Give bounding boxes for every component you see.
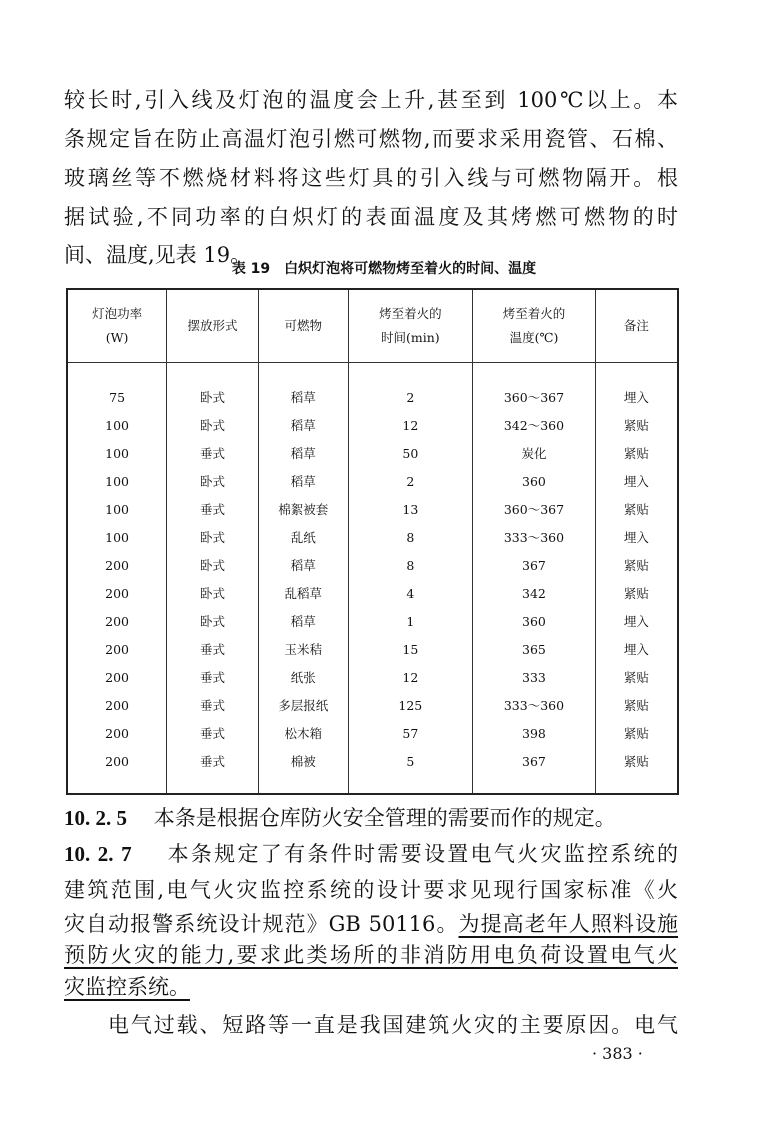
header-text: 烤至着火的 — [379, 306, 442, 321]
section-number: 10. 2. 5 — [64, 806, 127, 830]
table-row — [67, 495, 678, 523]
table-cell: 12 — [348, 411, 473, 439]
table-row — [67, 523, 678, 551]
text-line: 电气过载、短路等一直是我国建筑火灾的主要原因。电气 — [108, 1013, 678, 1037]
table-header-row — [67, 289, 678, 363]
table-cell: 紧贴 — [595, 579, 678, 607]
section-10-2-7 — [64, 841, 678, 867]
table-row — [67, 579, 678, 607]
table-cell: 埋入 — [595, 523, 678, 551]
table-cell: 333～360 — [473, 691, 596, 719]
table-cell: 稻草 — [258, 607, 348, 635]
table-cell: 卧式 — [167, 523, 259, 551]
table-cell: 125 — [348, 691, 473, 719]
table-cell: 卧式 — [167, 383, 259, 411]
table-cell: 200 — [67, 663, 167, 691]
table-cell: 卧式 — [167, 579, 259, 607]
table-row — [67, 467, 678, 495]
table-cell: 垂式 — [167, 495, 259, 523]
text-line: 条规定旨在防止高温灯泡引燃可燃物,而要求采用瓷管、石棉、 — [64, 127, 678, 151]
text-line: 据试验,不同功率的白炽灯的表面温度及其烤燃可燃物的时 — [64, 205, 678, 229]
col-header-remark: 备注 — [595, 289, 678, 363]
table-cell: 垂式 — [167, 719, 259, 747]
table-cell: 紧贴 — [595, 495, 678, 523]
table-cell: 200 — [67, 719, 167, 747]
table-cell — [258, 775, 348, 794]
table-cell: 棉絮被套 — [258, 495, 348, 523]
col-header-power — [67, 289, 167, 363]
table-cell: 稻草 — [258, 411, 348, 439]
table-cell: 13 — [348, 495, 473, 523]
table-cell — [595, 775, 678, 794]
table-row — [67, 747, 678, 775]
header-text: (W) — [105, 330, 129, 345]
table-cell: 12 — [348, 663, 473, 691]
table-cell: 垂式 — [167, 439, 259, 467]
table-cell: 紧贴 — [595, 719, 678, 747]
table-cell: 埋入 — [595, 607, 678, 635]
text-line: 间、温度,见表 19。 — [64, 243, 252, 267]
table-cell: 纸张 — [258, 663, 348, 691]
table-row — [67, 635, 678, 663]
table-cell: 200 — [67, 551, 167, 579]
table-cell: 埋入 — [595, 383, 678, 411]
table-cell: 松木箱 — [258, 719, 348, 747]
data-table — [66, 288, 679, 795]
table-cell: 垂式 — [167, 691, 259, 719]
table-cell: 埋入 — [595, 467, 678, 495]
table-cell: 333 — [473, 663, 596, 691]
table-cell: 玉米秸 — [258, 635, 348, 663]
table-cell: 100 — [67, 411, 167, 439]
table-cell: 100 — [67, 495, 167, 523]
table-cell: 稻草 — [258, 383, 348, 411]
table-cell: 垂式 — [167, 747, 259, 775]
table-cell: 367 — [473, 551, 596, 579]
section-10-2-5 — [64, 805, 678, 831]
table-cell: 炭化 — [473, 439, 596, 467]
table-cell: 398 — [473, 719, 596, 747]
table-row — [67, 439, 678, 467]
col-header-time — [348, 289, 473, 363]
table-cell: 200 — [67, 691, 167, 719]
table-cell: 15 — [348, 635, 473, 663]
table-cell: 200 — [67, 579, 167, 607]
table-cell: 342～360 — [473, 411, 596, 439]
table-row — [67, 607, 678, 635]
section-number: 10. 2. 7 — [64, 842, 132, 866]
table-cell: 100 — [67, 467, 167, 495]
col-header-temperature — [473, 289, 596, 363]
table-cell: 365 — [473, 635, 596, 663]
table-cell: 8 — [348, 523, 473, 551]
table-cell: 200 — [67, 607, 167, 635]
table-cell: 稻草 — [258, 551, 348, 579]
text-line — [64, 974, 678, 1000]
table-cell: 5 — [348, 747, 473, 775]
text-line: 玻璃丝等不燃烧材料将这些灯具的引入线与可燃物隔开。根 — [64, 166, 678, 190]
table-cell: 紧贴 — [595, 411, 678, 439]
table-cell: 紧贴 — [595, 691, 678, 719]
table-cell: 50 — [348, 439, 473, 467]
table-cell: 2 — [348, 467, 473, 495]
table-cell: 稻草 — [258, 439, 348, 467]
table-cell: 200 — [67, 635, 167, 663]
col-header-combustible: 可燃物 — [258, 289, 348, 363]
table-cell: 卧式 — [167, 607, 259, 635]
table-cell: 乱稻草 — [258, 579, 348, 607]
table-cell: 垂式 — [167, 663, 259, 691]
table-row — [67, 663, 678, 691]
table-cell: 200 — [67, 747, 167, 775]
table-spacer — [67, 363, 678, 384]
table-cell: 乱纸 — [258, 523, 348, 551]
header-text: 温度(℃) — [509, 330, 559, 345]
table-cell — [473, 775, 596, 794]
table-cell: 垂式 — [167, 635, 259, 663]
table-cell — [348, 775, 473, 794]
table-cell: 333～360 — [473, 523, 596, 551]
page-number: · 383 · — [592, 1044, 643, 1063]
table-cell: 1 — [348, 607, 473, 635]
text-line — [64, 911, 678, 937]
underlined-text: 灾监控系统。 — [64, 975, 190, 999]
table-cell: 2 — [348, 383, 473, 411]
table-cell: 360～367 — [473, 383, 596, 411]
table-row — [67, 691, 678, 719]
table-cell: 紧贴 — [595, 663, 678, 691]
table-cell: 卧式 — [167, 411, 259, 439]
table-cell — [167, 775, 259, 794]
table-cell: 卧式 — [167, 467, 259, 495]
table-cell: 100 — [67, 523, 167, 551]
table-cell — [67, 775, 167, 794]
table-cell: 稻草 — [258, 467, 348, 495]
text-line: 较长时,引入线及灯泡的温度会上升,甚至到 100℃以上。本 — [64, 88, 678, 112]
header-text: 烤至着火的 — [502, 306, 566, 321]
table-cell: 57 — [348, 719, 473, 747]
header-text: 灯泡功率 — [92, 306, 143, 321]
table-spacer — [67, 775, 678, 794]
table-cell: 多层报纸 — [258, 691, 348, 719]
table-cell: 棉被 — [258, 747, 348, 775]
section-text: 本条是根据仓库防火安全管理的需要而作的规定。 — [153, 806, 616, 830]
table-cell: 75 — [67, 383, 167, 411]
table-cell: 8 — [348, 551, 473, 579]
table-row — [67, 383, 678, 411]
table-cell: 4 — [348, 579, 473, 607]
text-segment: 灾自动报警系统设计规范》GB 50116。 — [64, 912, 459, 936]
table-row — [67, 411, 678, 439]
table-cell: 360～367 — [473, 495, 596, 523]
table-cell: 紧贴 — [595, 747, 678, 775]
table-cell: 360 — [473, 467, 596, 495]
table-row — [67, 551, 678, 579]
table-cell: 埋入 — [595, 635, 678, 663]
underlined-text: 预防火灾的能力,要求此类场所的非消防用电负荷设置电气火 — [64, 943, 678, 967]
underlined-text: 为提高老年人照料设施 — [458, 912, 679, 936]
table-cell: 367 — [473, 747, 596, 775]
table-row — [67, 719, 678, 747]
header-text: 时间(min) — [381, 330, 440, 345]
table-cell: 100 — [67, 439, 167, 467]
section-text: 本条规定了有条件时需要设置电气火灾监控系统的 — [167, 842, 679, 866]
table-caption: 表 19 白炽灯泡将可燃物烤至着火的时间、温度 — [231, 261, 537, 277]
text-line: 建筑范围,电气火灾监控系统的设计要求见现行国家标准《火 — [64, 878, 678, 902]
table-cell: 紧贴 — [595, 551, 678, 579]
table-cell: 紧贴 — [595, 439, 678, 467]
table-cell: 卧式 — [167, 551, 259, 579]
col-header-placement: 摆放形式 — [167, 289, 259, 363]
table-cell: 360 — [473, 607, 596, 635]
table-cell: 342 — [473, 579, 596, 607]
